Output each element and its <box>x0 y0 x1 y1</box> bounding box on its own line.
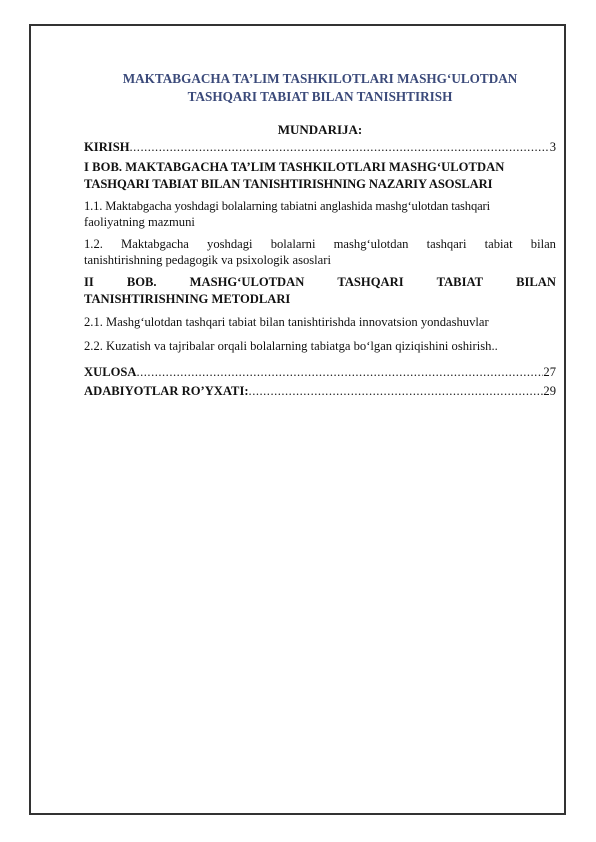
word: bilan <box>530 237 556 251</box>
toc-entry-section-1-1[interactable] <box>84 198 556 230</box>
document-title <box>84 70 556 106</box>
toc-leader-dots <box>136 364 543 381</box>
word: TASHQARI <box>337 275 404 289</box>
toc-leader-dots <box>249 383 544 400</box>
document-content <box>84 70 556 400</box>
word: tashqari <box>426 237 467 251</box>
toc-entry-chapter-1[interactable] <box>84 159 556 193</box>
toc-section-1-2-line-2: tanishtirishning pedagogik va psixologik asoslari <box>84 253 331 267</box>
title-line-2: TASHQARI TABIAT BILAN TANISHTIRISH <box>187 89 453 104</box>
toc-chapter-1-line-1: I BOB. MAKTABGACHA TA’LIM TASHKILOTLARI MASHG‘ULOTDAN <box>84 160 505 174</box>
toc-chapter-2-line-2: TANISHTIRISHNING METODLARI <box>84 292 291 306</box>
word: bolalarni <box>270 237 316 251</box>
toc-heading: MUNDARIJA: <box>277 122 363 137</box>
toc-entry-section-2-1[interactable]: 2.1. Mashg‘ulotdan tashqari tabiat bilan tanishtirishda innovatsion yondashuvlar <box>84 315 489 329</box>
toc-section-1-1-line-2: faoliyatning mazmuni <box>84 215 195 229</box>
title-line-1: MAKTABGACHA TA’LIM TASHKILOTLARI MASHG‘ULOTDAN <box>122 71 518 86</box>
toc-entry-chapter-2[interactable] <box>84 274 556 308</box>
toc-section-1-2-line-1 <box>84 236 556 252</box>
toc-section-1-1-line-1: 1.1. Maktabgacha yoshdagi bolalarning tabiatni anglashida mashg‘ulotdan tashqari <box>84 199 490 213</box>
toc-entry-section-1-2[interactable] <box>84 236 556 268</box>
word: yoshdagi <box>207 237 253 251</box>
word: TABIAT <box>436 275 484 289</box>
toc-entry-intro[interactable] <box>84 139 556 156</box>
word: II <box>84 275 94 289</box>
word: BOB. <box>126 275 157 289</box>
toc-entry-label: ADABIYOTLAR RO’YXATI: <box>84 384 249 398</box>
toc-entry-page: 27 <box>543 365 556 379</box>
toc-leader-dots <box>130 139 550 156</box>
toc-chapter-2-line-1 <box>84 274 556 291</box>
word: MASHG‘ULOTDAN <box>189 275 305 289</box>
toc-entry-conclusion[interactable] <box>84 364 556 381</box>
toc-entry-page: 3 <box>549 140 556 154</box>
toc-entry-section-2-2[interactable]: 2.2. Kuzatish va tajribalar orqali bolalarning tabiatga bo‘lgan qiziqishini oshirish.. <box>84 339 498 353</box>
word: Maktabgacha <box>121 237 189 251</box>
word: BILAN <box>516 275 556 289</box>
word: mashg‘ulotdan <box>333 237 409 251</box>
word: 1.2. <box>84 237 103 251</box>
word: tabiat <box>484 237 513 251</box>
toc-entry-references[interactable] <box>84 383 556 400</box>
toc-entry-label: KIRISH <box>84 140 130 154</box>
toc-chapter-1-line-2: TASHQARI TABIAT BILAN TANISHTIRISHNING NAZARIY ASOSLARI <box>84 177 493 191</box>
toc-entry-label: XULOSA <box>84 365 137 379</box>
toc-entry-page: 29 <box>543 384 556 398</box>
